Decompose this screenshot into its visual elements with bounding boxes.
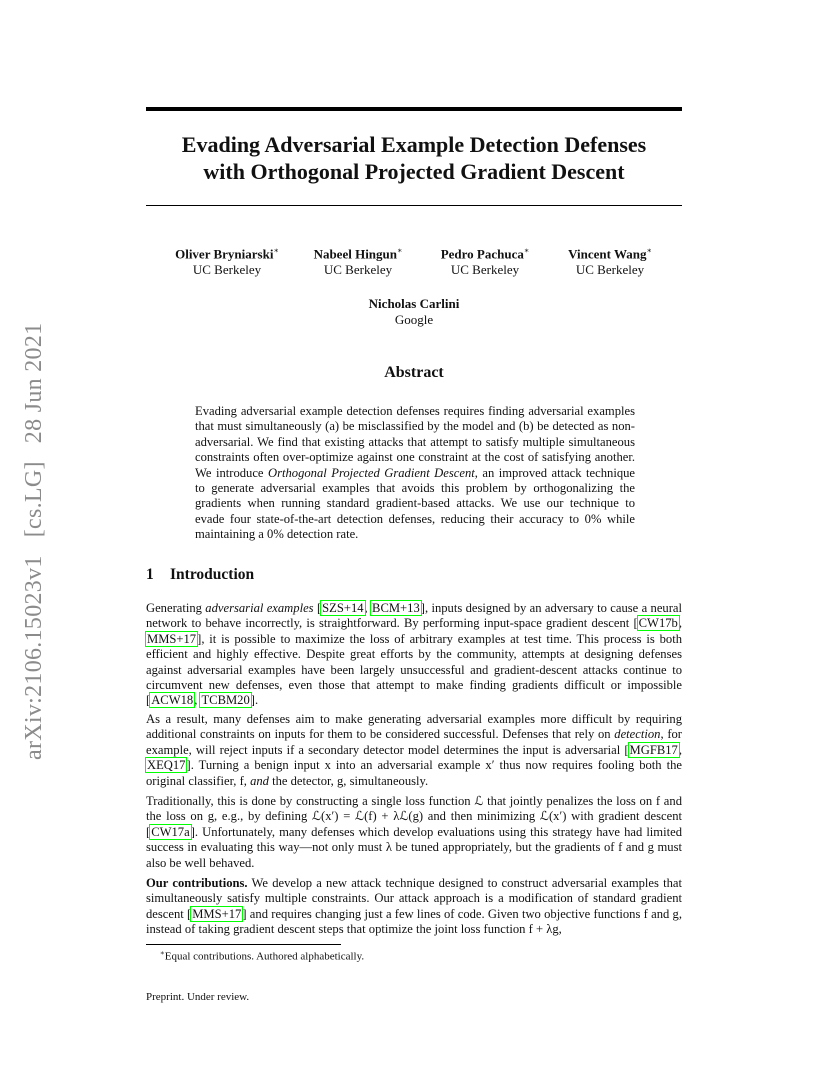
paper-title xyxy=(146,131,682,185)
citation-link[interactable]: XEQ17 xyxy=(147,758,186,773)
citation-link[interactable]: SZS+14 xyxy=(322,601,364,615)
citation-link[interactable]: BCM+13 xyxy=(372,601,420,615)
preprint-note: Preprint. Under review. xyxy=(146,991,250,1003)
author-name: Vincent Wang xyxy=(568,246,647,262)
citation-link[interactable]: MMS+17 xyxy=(192,906,242,921)
section-title: Introduction xyxy=(170,566,255,583)
author-block xyxy=(438,243,532,278)
title-line-1: Evading Adversarial Example Detection Defenses xyxy=(181,132,647,157)
citation-link[interactable]: ACW18 xyxy=(151,693,194,708)
footnote-rule xyxy=(146,944,341,945)
footnote-text: Equal contributions. Authored alphabetically. xyxy=(164,950,365,963)
arxiv-category: [cs.LG] xyxy=(21,461,47,538)
author-block xyxy=(310,243,406,278)
emphasis: adversarial examples xyxy=(205,601,314,615)
citation-link[interactable]: MMS+17 xyxy=(147,631,197,646)
paragraph: Our contributions. We develop a new attack technique designed to construct adversarial examples that simultaneously satisfy multiple constraints. Our attack approach is a modification of standard gradient descent [MMS+17] and requires changing just a few lines of code. Given two objective functions f and g, instead of taking gradient descent steps that optimize the joint loss function f + λg, xyxy=(146,876,682,937)
contributions-lead: Our contributions. xyxy=(146,876,248,890)
author-block xyxy=(354,296,474,328)
author-affiliation: UC Berkeley xyxy=(450,262,520,278)
citation-link[interactable]: CW17a xyxy=(151,824,190,839)
paragraph: Traditionally, this is done by constructing a single loss function ℒ that jointly penalizes the loss on f and the loss on g, e.g., by defining ℒ(x′) = ℒ(f) + λℒ(g) and then minimizing ℒ(x′) with gradient descent [CW17a]. Unfortunately, many defenses which develop evaluations using this strategy have had limited success in evaluating this way—not only must λ be tuned appropriately, but the gradients of f and g must also be well behaved. xyxy=(146,794,682,870)
author-name: Nicholas Carlini xyxy=(368,296,460,311)
arxiv-stamp xyxy=(21,323,48,760)
author-block xyxy=(564,243,656,278)
author-affiliation: UC Berkeley xyxy=(575,262,645,278)
section-heading xyxy=(146,566,254,584)
emphasis: detection xyxy=(614,727,661,742)
author-mark: ∗ xyxy=(273,246,279,255)
abstract-heading: Abstract xyxy=(384,364,444,381)
author-name: Pedro Pachuca xyxy=(440,246,524,262)
citation-link[interactable]: CW17b xyxy=(638,616,678,631)
arxiv-date: 28 Jun 2021 xyxy=(21,322,47,444)
footnote xyxy=(160,949,364,963)
citation-link[interactable]: MGFB17 xyxy=(629,742,678,757)
author-block xyxy=(172,243,282,278)
title-bottom-rule xyxy=(146,205,682,206)
emphasis: Orthogonal Projected Gradient Descent xyxy=(268,465,475,480)
section-number: 1 xyxy=(146,566,154,583)
title-line-2: with Orthogonal Projected Gradient Descent xyxy=(203,159,625,184)
title-top-rule xyxy=(146,107,682,111)
paragraph: As a result, many defenses aim to make generating adversarial examples more difficult by requiring additional constraints on inputs for them to be considered successful. Defenses that rely on detection, for example, will reject inputs if a secondary detector model determines the input is adversarial [MGFB17, XEQ17]. Turning a benign input x into an adversarial example x′ thus now requires fooling both the original classifier, f, and the detector, g, simultaneously. xyxy=(146,712,682,788)
footnote-mark: ∗ xyxy=(160,949,165,957)
arxiv-id: arXiv:2106.15023v1 xyxy=(21,555,47,760)
author-affiliation: Google xyxy=(394,312,434,327)
emphasis: and xyxy=(250,773,269,788)
author-affiliation: UC Berkeley xyxy=(323,262,393,278)
author-affiliation: UC Berkeley xyxy=(192,262,262,278)
author-name: Oliver Bryniarski xyxy=(175,246,274,262)
author-name: Nabeel Hingun xyxy=(313,246,397,262)
citation-link[interactable]: TCBM20 xyxy=(201,693,250,708)
paragraph: Generating adversarial examples [SZS+14, BCM+13], inputs designed by an adversary to cause a neural network to behave incorrectly, is straightforward. By performing input-space gradient descent [CW17b, MMS+17], it is possible to maximize the loss of arbitrary examples at test time. This process is both efficient and highly effective. Despite great efforts by the community, attempts at designing defenses against adversarial examples have been largely unsuccessful and gradient-descent attacks continue to circumvent new defenses, even those that attempt to make finding gradients difficult or impossible [ACW18, TCBM20]. xyxy=(146,601,683,708)
author-mark: ∗ xyxy=(646,246,652,255)
abstract-text: Evading adversarial example detection defenses requires finding adversarial examples that must simultaneously (a) be misclassified by the model and (b) be detected as non-adversarial. We find that existing attacks that attempt to satisfy multiple simultaneous constraints often over-optimize against one constraint at the cost of satisfying another. We introduce Orthogonal Projected Gradient Descent, an improved attack technique to generate adversarial examples that avoids this problem by orthogonalizing the gradients when running standard gradient-based attacks. We use our technique to evade four state-of-the-art detection defenses, reducing their accuracy to 0% while maintaining a 0% detection rate. xyxy=(195,404,635,542)
author-mark: ∗ xyxy=(523,246,530,255)
author-mark: ∗ xyxy=(397,246,403,255)
